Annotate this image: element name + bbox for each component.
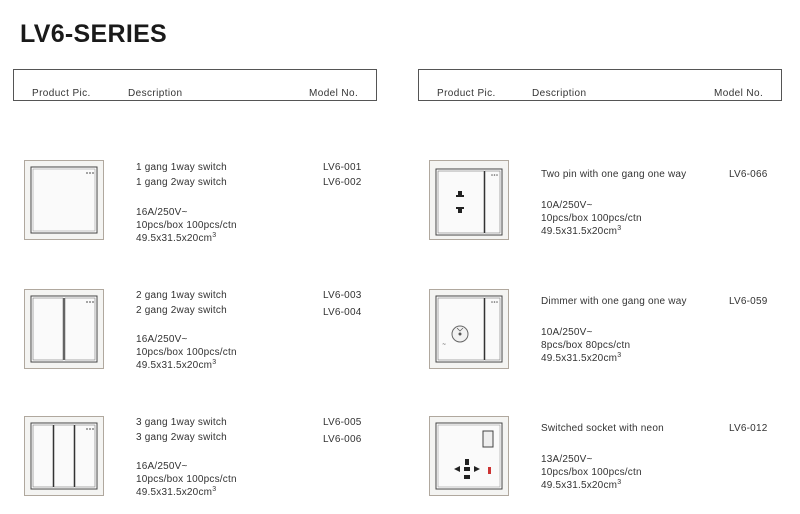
- svg-text:~: ~: [442, 342, 447, 348]
- header-description: Description: [532, 88, 587, 99]
- product-description: 3 gang 1way switch 3 gang 2way switch: [136, 417, 227, 443]
- three-gang-switch-icon: [24, 416, 104, 496]
- header-description: Description: [128, 88, 183, 99]
- product-description: Two pin with one gang one way: [541, 169, 687, 180]
- product-specs: 16A/250V~ 10pcs/box 100pcs/ctn $49.5x31.5x20cm^3$: [136, 461, 237, 498]
- model-number: LV6-059: [729, 296, 768, 307]
- two-pin-socket-switch-icon: [429, 160, 509, 240]
- product-description: Dimmer with one gang one way: [541, 296, 687, 307]
- header-model-no: Model No.: [714, 88, 764, 99]
- header-product-pic: Product Pic.: [437, 88, 496, 99]
- model-number: LV6-012: [729, 423, 768, 434]
- table-header-left: [13, 69, 377, 101]
- page-title: LV6-SERIES: [20, 20, 168, 48]
- model-number: LV6-066: [729, 169, 768, 180]
- product-specs: 13A/250V~ 10pcs/box 100pcs/ctn $49.5x31.5x20cm^3$: [541, 454, 642, 491]
- two-gang-switch-icon: [24, 289, 104, 369]
- model-numbers: LV6-003 LV6-004: [323, 290, 362, 318]
- model-numbers: LV6-005 LV6-006: [323, 417, 362, 445]
- table-header-right: [418, 69, 782, 101]
- dimmer-switch-icon: [429, 289, 509, 369]
- header-model-no: Model No.: [309, 88, 359, 99]
- switched-socket-icon: [429, 416, 509, 496]
- product-specs: 10A/250V~ 8pcs/box 80pcs/ctn $49.5x31.5x20cm^3$: [541, 327, 631, 364]
- product-description: 1 gang 1way switch 1 gang 2way switch: [136, 162, 227, 188]
- model-numbers: LV6-001 LV6-002: [323, 162, 362, 188]
- product-description: 2 gang 1way switch 2 gang 2way switch: [136, 290, 227, 316]
- product-specs: 16A/250V~ 10pcs/box 100pcs/ctn $49.5x31.5x20cm^3$: [136, 334, 237, 371]
- one-gang-switch-icon: [24, 160, 104, 240]
- header-product-pic: Product Pic.: [32, 88, 91, 99]
- product-specs: 10A/250V~ 10pcs/box 100pcs/ctn $49.5x31.5x20cm^3$: [541, 200, 642, 237]
- product-specs: 16A/250V~ 10pcs/box 100pcs/ctn $49.5x31.5x20cm^3$: [136, 207, 237, 244]
- product-description: Switched socket with neon: [541, 423, 664, 434]
